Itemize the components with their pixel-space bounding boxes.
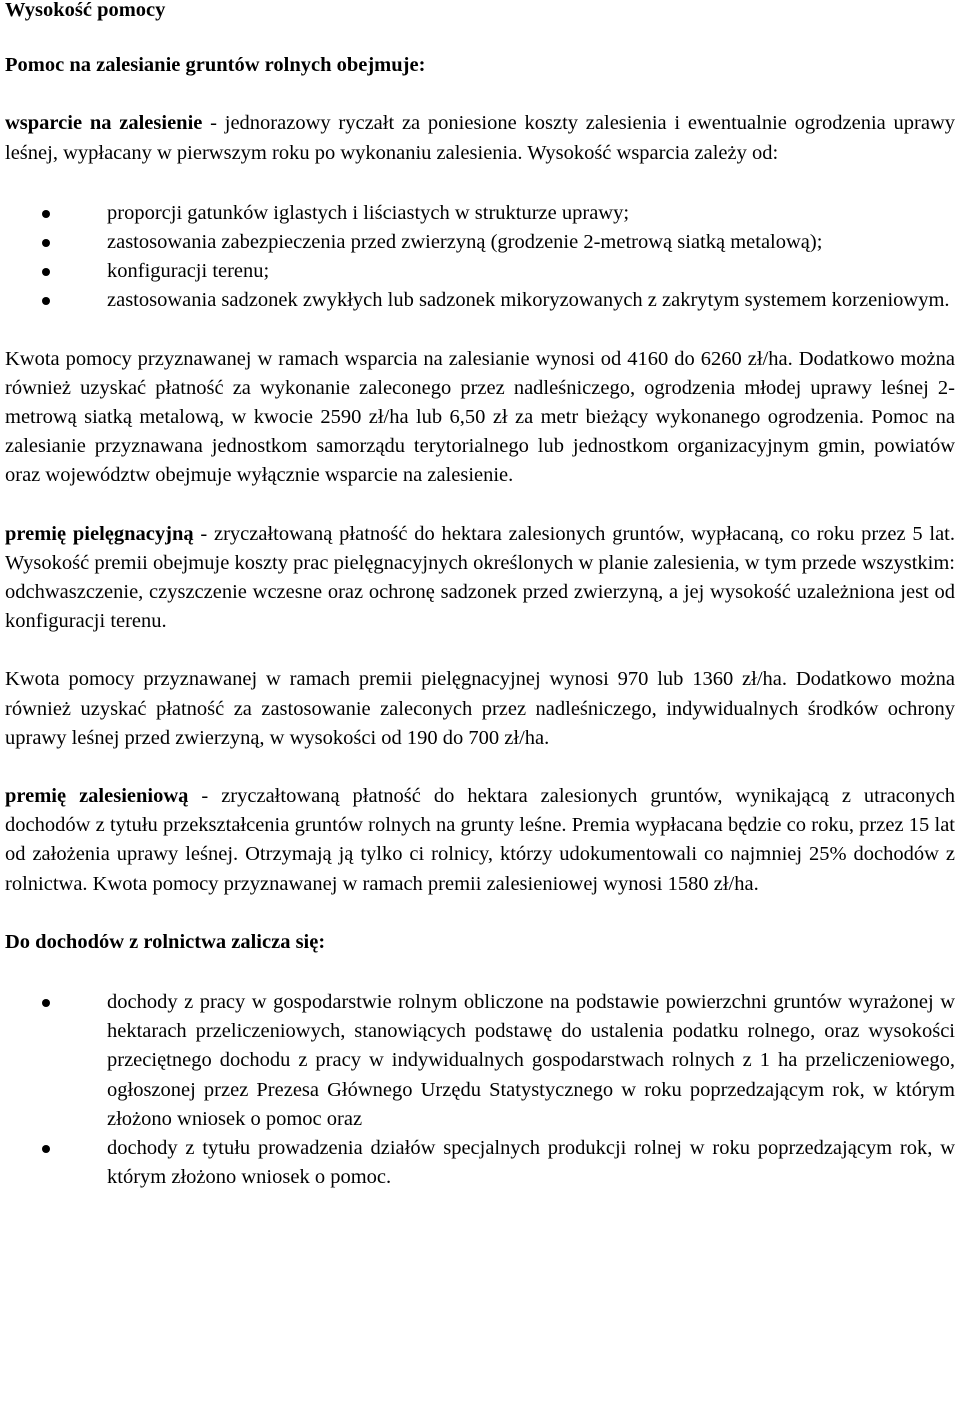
list-item: zastosowania sadzonek zwykłych lub sadzonek mikoryzowanych z zakrytym systemem korzeniowym.	[5, 286, 955, 315]
bullet-icon	[42, 999, 50, 1007]
page-title: Wysokość pomocy	[5, 0, 166, 21]
afforestation-premium-paragraph	[5, 782, 955, 899]
maintenance-premium-description: - zryczałtowaną płatność do hektara zalesionych gruntów, wypłacaną, co roku przez 5 lat. Wysokość premii obejmuje koszty prac pielęgnacyjnych określonych w planie zalesienia, w tym przede wszystkim: odchwaszczenie, czyszczenie wczesne oraz ochronę sadzonek przed zwierzyną, a jej wysokość uzależniona jest od konfiguracji terenu.	[5, 522, 955, 633]
afforestation-support-description: - jednorazowy ryczałt za poniesione koszty zalesienia i ewentualnie ogrodzenia uprawy leśnej, wypłacany w pierwszym roku po wykonaniu zalesienia. Wysokość wsparcia zależy od:	[5, 112, 955, 164]
list-item: dochody z pracy w gospodarstwie rolnym obliczone na podstawie powierzchni gruntów wyrażonej w hektarach przeliczeniowych, stanowiących podstawę do ustalenia podatku rolnego, oraz wysokości przeciętnego dochodu z pracy w indywidualnych gospodarstwach rolnych z 1 ha przeliczeniowego, ogłoszonej przez Prezesa Głównego Urzędu Statystycznego w roku poprzedzającym rok, w którym złożono wniosek o pomoc oraz	[5, 988, 955, 1134]
list-item: konfiguracji terenu;	[5, 257, 955, 286]
bullet-icon	[42, 239, 50, 247]
afforestation-premium-term: premię zalesieniową	[5, 785, 189, 808]
bullet-icon	[42, 1145, 50, 1153]
afforestation-support-paragraph	[5, 109, 955, 167]
bullet-icon	[42, 268, 50, 276]
afforestation-premium-description: - zryczałtowaną płatność do hektara zalesionych gruntów, wynikającą z utraconych dochodów z tytułu przekształcenia gruntów rolnych na grunty leśne. Premia wypłacana będzie co roku, przez 15 lat od założenia uprawy leśnej. Otrzymają ją tylko ci rolnicy, którzy udokumentowali co najmniej 25% dochodów z rolnictwa. Kwota pomocy przyznawanej w ramach premii zalesieniowej wynosi 1580 zł/ha.	[5, 785, 955, 895]
agricultural-income-heading: Do dochodów z rolnictwa zalicza się:	[5, 930, 326, 953]
maintenance-premium-term: premię pielęgnacyjną	[5, 522, 194, 545]
maintenance-premium-paragraph	[5, 520, 955, 637]
bullet-icon	[42, 210, 50, 218]
list-item: proporcji gatunków iglastych i liściastych w strukturze uprawy;	[5, 199, 955, 228]
afforestation-amount-paragraph: Kwota pomocy przyznawanej w ramach wsparcia na zalesianie wynosi od 4160 do 6260 zł/ha. Dodatkowo można również uzyskać płatność za wykonanie zaleconego przez nadleśniczego, ogrodzenia młodej uprawy leśnej 2-metrową siatką metalową, w kwocie 2590 zł/ha lub 6,50 zł za metr bieżący wykonanego ogrodzenia. Pomoc na zalesianie przyznawana jednostkom samorządu terytorialnego lub jednostkom organizacyjnym gmin, powiatów oraz województw obejmuje wyłącznie wsparcie na zalesienie.	[5, 347, 955, 487]
list-item: dochody z tytułu prowadzenia działów specjalnych produkcji rolnej w roku poprzedzającym rok, w którym złożono wniosek o pomoc.	[5, 1134, 955, 1192]
support-factors-list	[5, 199, 955, 316]
agricultural-income-list	[5, 988, 955, 1192]
bullet-icon	[42, 297, 50, 305]
section-subtitle: Pomoc na zalesianie gruntów rolnych obejmuje:	[5, 54, 426, 77]
list-item: zastosowania zabezpieczenia przed zwierzyną (grodzenie 2-metrową siatką metalową);	[5, 228, 955, 257]
maintenance-amount-paragraph: Kwota pomocy przyznawanej w ramach premii pielęgnacyjnej wynosi 970 lub 1360 zł/ha. Dodatkowo można również uzyskać płatność za zastosowanie zaleconych przez nadleśniczego, indywidualnych środków ochrony uprawy leśnej przed zwierzyną, w wysokości od 190 do 700 zł/ha.	[5, 668, 955, 749]
afforestation-support-term: wsparcie na zalesienie	[5, 112, 203, 135]
